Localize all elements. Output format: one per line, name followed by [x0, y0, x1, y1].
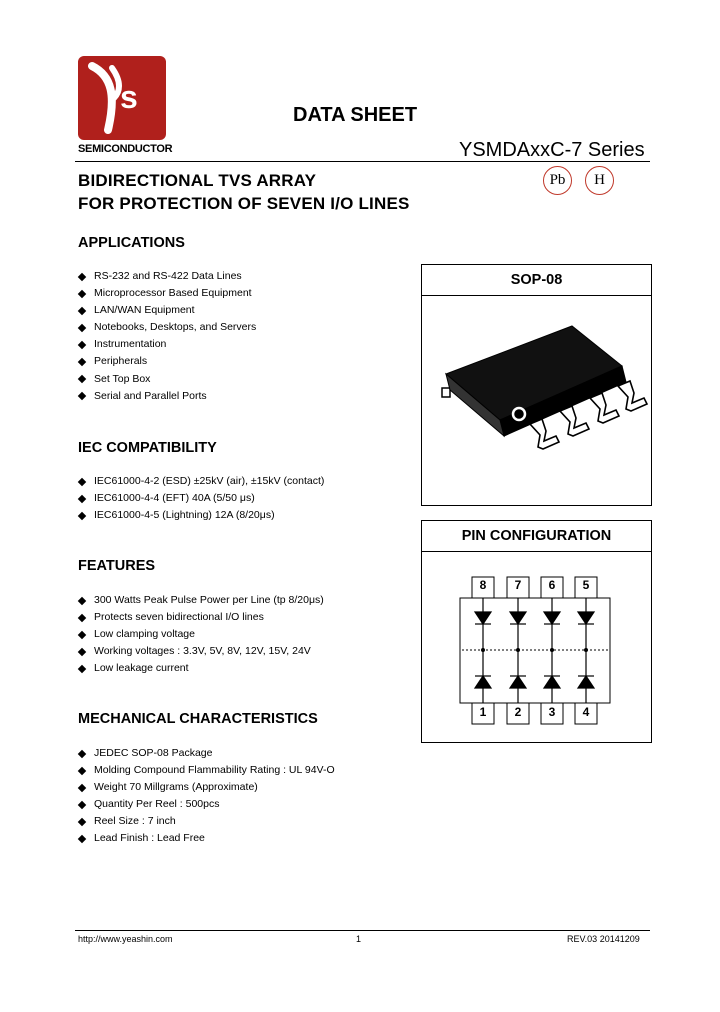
pin-label: 1 [479, 705, 487, 719]
halogen-free-badge-label: H [594, 172, 605, 188]
bullet-diamond-icon [78, 766, 86, 774]
pin-label: 7 [514, 578, 522, 592]
bullet-diamond-icon [78, 324, 86, 332]
bullet-diamond-icon [78, 665, 86, 673]
pin-label: 8 [479, 578, 487, 592]
list-item: Lead Finish : Lead Free [78, 830, 335, 847]
bullet-diamond-icon [78, 306, 86, 314]
pin-label: 4 [582, 705, 590, 719]
list-item: IEC61000-4-2 (ESD) ±25kV (air), ±15kV (contact) [78, 473, 324, 490]
mechanical-list [78, 745, 335, 848]
product-title-line-1: BIDIRECTIONAL TVS ARRAY [78, 171, 317, 190]
bullet-diamond-icon [78, 835, 86, 843]
company-name: SEMICONDUCTOR [78, 143, 173, 155]
list-item: Instrumentation [78, 336, 256, 353]
bullet-diamond-icon [78, 801, 86, 809]
svg-text:s: s [120, 79, 138, 115]
bullet-diamond-icon [78, 630, 86, 638]
package-panel-title: SOP-08 [422, 265, 651, 296]
list-item: Set Top Box [78, 371, 256, 388]
footer-divider [75, 930, 650, 931]
list-item: JEDEC SOP-08 Package [78, 745, 335, 762]
list-item: Protects seven bidirectional I/O lines [78, 609, 324, 626]
list-item: Low leakage current [78, 660, 324, 677]
footer-url[interactable]: http://www.yeashin.com [78, 934, 173, 944]
footer-revision: REV.03 20141209 [567, 934, 640, 944]
product-title-line-2: FOR PROTECTION OF SEVEN I/O LINES [78, 194, 410, 213]
lead-free-badge-icon [543, 166, 572, 195]
bullet-diamond-icon [78, 375, 86, 383]
list-item: Peripherals [78, 353, 256, 370]
bullet-diamond-icon [78, 341, 86, 349]
list-item: Reel Size : 7 inch [78, 813, 335, 830]
series-name: YSMDAxxC-7 Series [459, 139, 645, 161]
list-item: 300 Watts Peak Pulse Power per Line (tp 8/20μs) [78, 592, 324, 609]
list-item: IEC61000-4-5 (Lightning) 12A (8/20μs) [78, 507, 324, 524]
bullet-diamond-icon [78, 477, 86, 485]
bullet-diamond-icon [78, 648, 86, 656]
bullet-diamond-icon [78, 783, 86, 791]
iec-heading: IEC COMPATIBILITY [78, 440, 217, 456]
bullet-diamond-icon [78, 818, 86, 826]
company-logo [78, 56, 166, 140]
logo-mark-icon [78, 56, 166, 140]
bullet-diamond-icon [78, 494, 86, 502]
features-heading: FEATURES [78, 558, 156, 574]
mechanical-heading: MECHANICAL CHARACTERISTICS [78, 711, 318, 727]
list-item: Molding Compound Flammability Rating : UL 94V-O [78, 762, 335, 779]
pin-config-schematic [422, 552, 651, 742]
list-item: Working voltages : 3.3V, 5V, 8V, 12V, 15V, 24V [78, 643, 324, 660]
list-item: Weight 70 Millgrams (Approximate) [78, 779, 335, 796]
bullet-diamond-icon [78, 392, 86, 400]
list-item: Low clamping voltage [78, 626, 324, 643]
bullet-diamond-icon [78, 289, 86, 297]
iec-list [78, 473, 324, 524]
doc-type-title: DATA SHEET [293, 104, 418, 126]
applications-list [78, 268, 256, 405]
header-divider [75, 161, 650, 162]
list-item: RS-232 and RS-422 Data Lines [78, 268, 256, 285]
bullet-diamond-icon [78, 749, 86, 757]
halogen-free-badge-icon [585, 166, 614, 195]
applications-heading: APPLICATIONS [78, 235, 185, 251]
bullet-diamond-icon [78, 358, 86, 366]
pin-config-title: PIN CONFIGURATION [422, 521, 651, 552]
features-list [78, 592, 324, 677]
pin-label: 2 [514, 705, 522, 719]
pin-label: 3 [548, 705, 556, 719]
pin-config-panel [421, 520, 652, 743]
pin-label: 5 [582, 578, 590, 592]
bullet-diamond-icon [78, 511, 86, 519]
list-item: IEC61000-4-4 (EFT) 40A (5/50 μs) [78, 490, 324, 507]
bullet-diamond-icon [78, 613, 86, 621]
list-item: Notebooks, Desktops, and Servers [78, 319, 256, 336]
package-panel [421, 264, 652, 506]
list-item: Serial and Parallel Ports [78, 388, 256, 405]
list-item: Microprocessor Based Equipment [78, 285, 256, 302]
list-item: Quantity Per Reel : 500pcs [78, 796, 335, 813]
list-item: LAN/WAN Equipment [78, 302, 256, 319]
pin-label: 6 [548, 578, 556, 592]
footer-page-number: 1 [356, 934, 362, 944]
sop8-package-icon [422, 296, 651, 504]
lead-free-badge-label: Pb [549, 172, 566, 188]
bullet-diamond-icon [78, 272, 86, 280]
bullet-diamond-icon [78, 596, 86, 604]
